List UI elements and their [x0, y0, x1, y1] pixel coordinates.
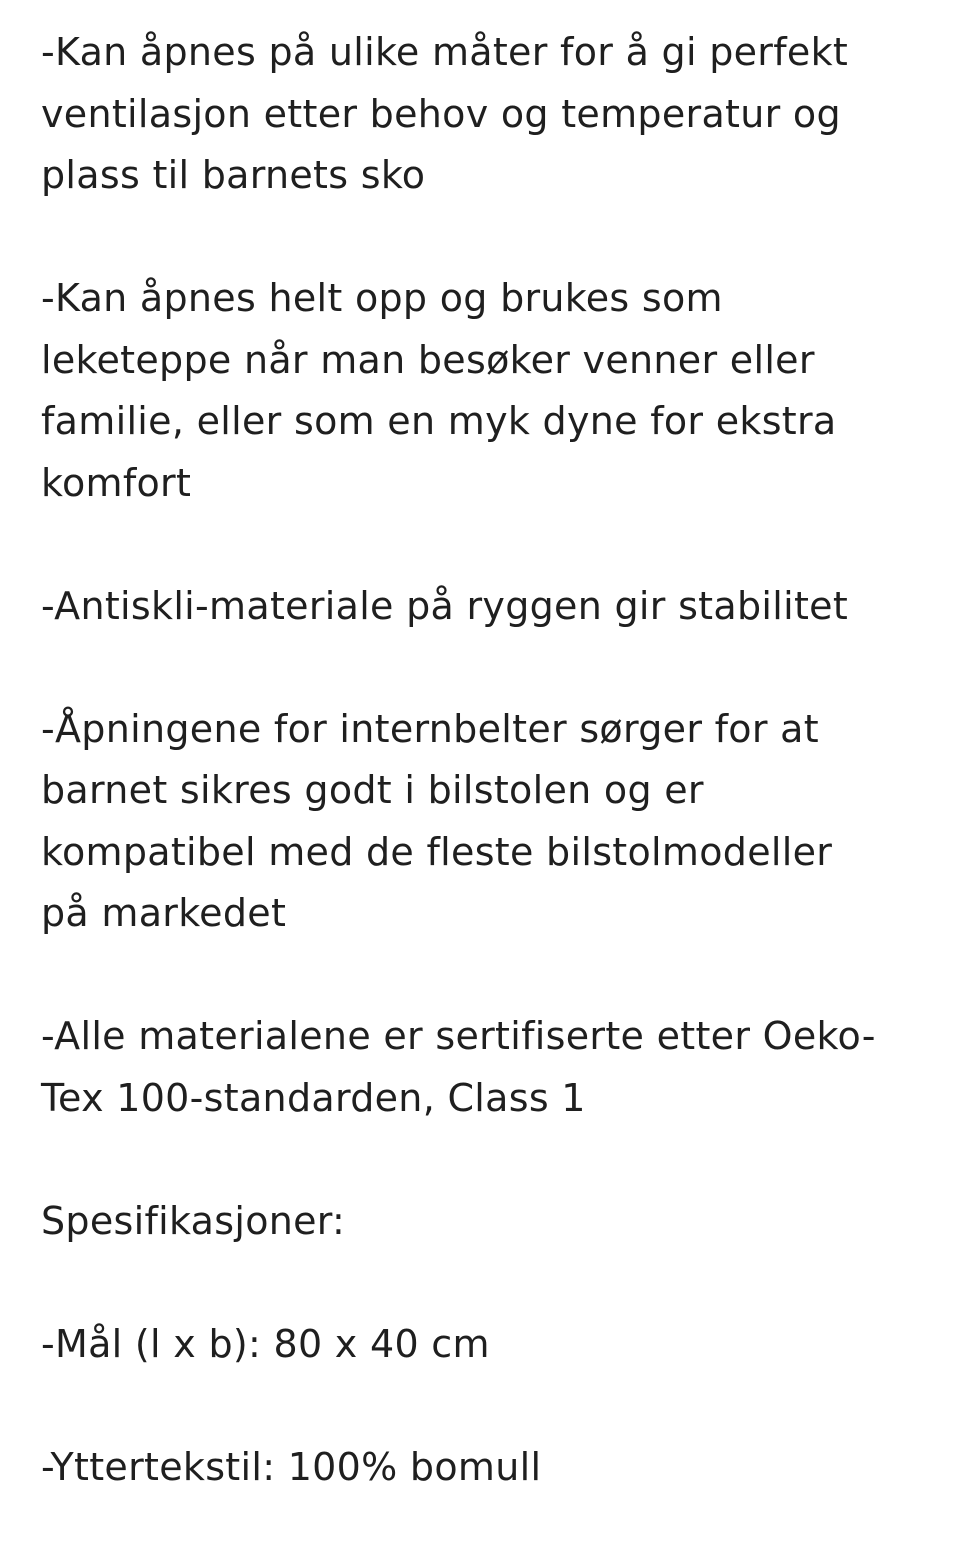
text-line: plass til barnets sko: [41, 153, 426, 197]
text-line: Spesifikasjoner:: [41, 1198, 346, 1243]
text-line: -Yttertekstil: 100% bomull: [41, 1444, 542, 1489]
specifications-heading: [41, 1191, 921, 1253]
text-line: familie, eller som en myk dyne for ekstra: [41, 399, 837, 443]
feature-certification: [41, 1006, 921, 1129]
text-line: på markedet: [41, 891, 287, 935]
feature-harness-openings: [41, 699, 921, 945]
product-description: [41, 22, 921, 1560]
text-line: kompatibel med de fleste bilstolmodeller: [41, 829, 833, 874]
feature-anti-slip: [41, 576, 921, 638]
feature-ventilation: [41, 22, 921, 207]
text-line: -Alle materialene er sertifiserte etter Oeko-: [41, 1014, 876, 1058]
text-line: Tex 100-standarden, Class 1: [41, 1075, 586, 1120]
text-line: -Antiskli-materiale på ryggen gir stabilitet: [41, 583, 849, 628]
text-line: -Mål (l x b): 80 x 40 cm: [41, 1321, 490, 1366]
text-line: -Åpningene for internbelter sørger for at: [41, 706, 819, 751]
text-line: leketeppe når man besøker venner eller: [41, 337, 815, 382]
feature-play-mat: [41, 268, 921, 514]
text-line: barnet sikres godt i bilstolen og er: [41, 768, 704, 812]
spec-outer-textile: [41, 1437, 921, 1499]
text-line: ventilasjon etter behov og temperatur og: [41, 91, 841, 136]
text-line: komfort: [41, 460, 192, 505]
spec-dimensions: [41, 1314, 921, 1376]
text-line: -Kan åpnes helt opp og brukes som: [41, 276, 723, 320]
text-line: -Kan åpnes på ulike måter for å gi perfekt: [41, 30, 849, 74]
